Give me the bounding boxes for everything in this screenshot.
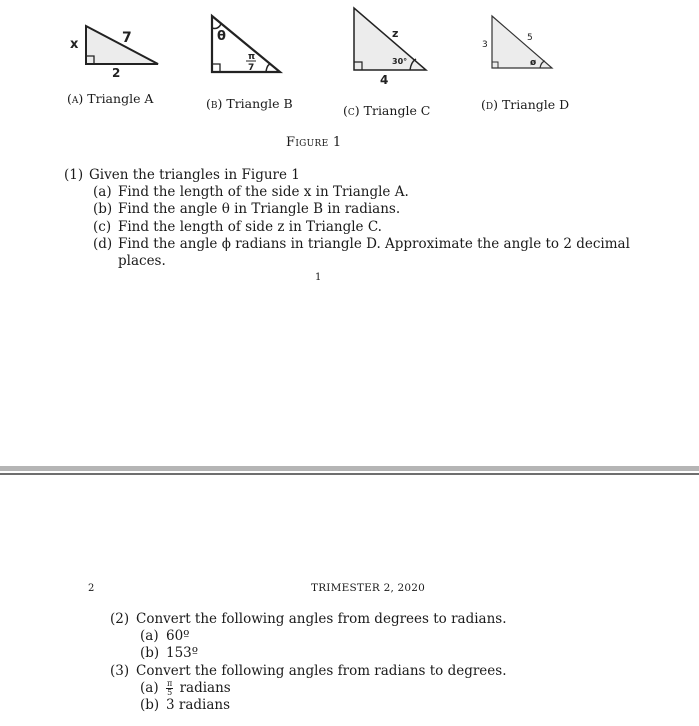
question-3a-text — [164, 680, 231, 697]
caption-name: Triangle B — [226, 96, 293, 111]
question-1-text: Given the triangles in Figure 1 — [89, 167, 300, 183]
triangle-a-label-7: 7 — [122, 30, 132, 46]
page-1-number: 1 — [315, 272, 322, 283]
question-3-number: (3) — [110, 663, 130, 679]
question-1-number: (1) — [64, 167, 84, 183]
question-2a-label: (a) — [140, 628, 159, 644]
fraction-numerator: π — [167, 679, 173, 688]
question-1b-text: Find the angle θ in Triangle B in radians. — [118, 201, 401, 217]
caption-label: (a) — [67, 91, 84, 106]
question-2-text: Convert the following angles from degrees to radians. — [136, 611, 507, 627]
triangle-a-label-x: x — [70, 37, 79, 52]
question-3-text: Convert the following angles from radians to degrees. — [136, 663, 507, 679]
triangle-c-diagram — [340, 4, 440, 88]
question-2a-text: 60º — [166, 628, 190, 644]
caption-triangle-c — [343, 103, 430, 118]
caption-name: Triangle A — [87, 91, 154, 106]
caption-label: (b) — [206, 96, 223, 111]
triangle-c-label-angle: 30° — [392, 57, 408, 66]
triangle-c-label-z: z — [392, 27, 399, 40]
question-1d-label: (d) — [93, 236, 113, 252]
question-3a-label: (a) — [140, 680, 159, 696]
caption-name: Triangle C — [363, 103, 431, 118]
page-2-header: TRIMESTER 2, 2020 — [311, 582, 426, 594]
question-1a-text: Find the length of the side x in Triangle A. — [118, 184, 409, 200]
question-2b-label: (b) — [140, 645, 160, 661]
fraction-denominator: 5 — [167, 688, 173, 697]
page-divider — [0, 466, 699, 471]
figure-caption: Figure 1 — [286, 135, 342, 150]
question-1d-text: Find the angle ϕ radians in triangle D. Approximate the angle to 2 decimal — [118, 236, 630, 252]
question-1c-label: (c) — [93, 219, 112, 235]
triangle-d-label-3: 3 — [482, 40, 488, 50]
question-3b-label: (b) — [140, 697, 160, 713]
caption-label: (c) — [343, 103, 360, 118]
caption-triangle-a — [67, 91, 153, 106]
triangle-d-shape — [492, 16, 552, 68]
caption-triangle-d — [481, 97, 569, 112]
triangle-a-label-2: 2 — [112, 66, 121, 80]
question-1a-label: (a) — [93, 184, 112, 200]
page-2-number: 2 — [88, 583, 95, 594]
page-divider-shadow — [0, 473, 699, 475]
question-2b-text: 153º — [166, 645, 199, 661]
triangle-b-frac-num: π — [248, 52, 256, 62]
triangle-b-frac-den: 7 — [248, 63, 255, 73]
triangle-c-shape — [354, 8, 426, 70]
triangle-d-label-phi: ø — [530, 58, 537, 68]
caption-name: Triangle D — [501, 97, 570, 112]
question-1d-text-continued: places. — [118, 253, 166, 269]
triangle-b-diagram — [200, 12, 290, 78]
triangle-d-label-5: 5 — [527, 33, 533, 43]
question-1b-label: (b) — [93, 201, 113, 217]
question-3a-unit: radians — [179, 680, 231, 696]
triangle-d-diagram — [478, 12, 562, 74]
question-1c-text: Find the length of side z in Triangle C. — [118, 219, 382, 235]
triangle-c-label-4: 4 — [380, 73, 389, 87]
caption-label: (d) — [481, 97, 498, 112]
caption-triangle-b — [206, 96, 293, 111]
triangle-a-diagram — [60, 18, 170, 80]
question-3b-text: 3 radians — [166, 697, 231, 713]
question-3a-fraction — [166, 680, 173, 697]
triangle-b-label-theta: θ — [217, 29, 226, 44]
question-2-number: (2) — [110, 611, 130, 627]
